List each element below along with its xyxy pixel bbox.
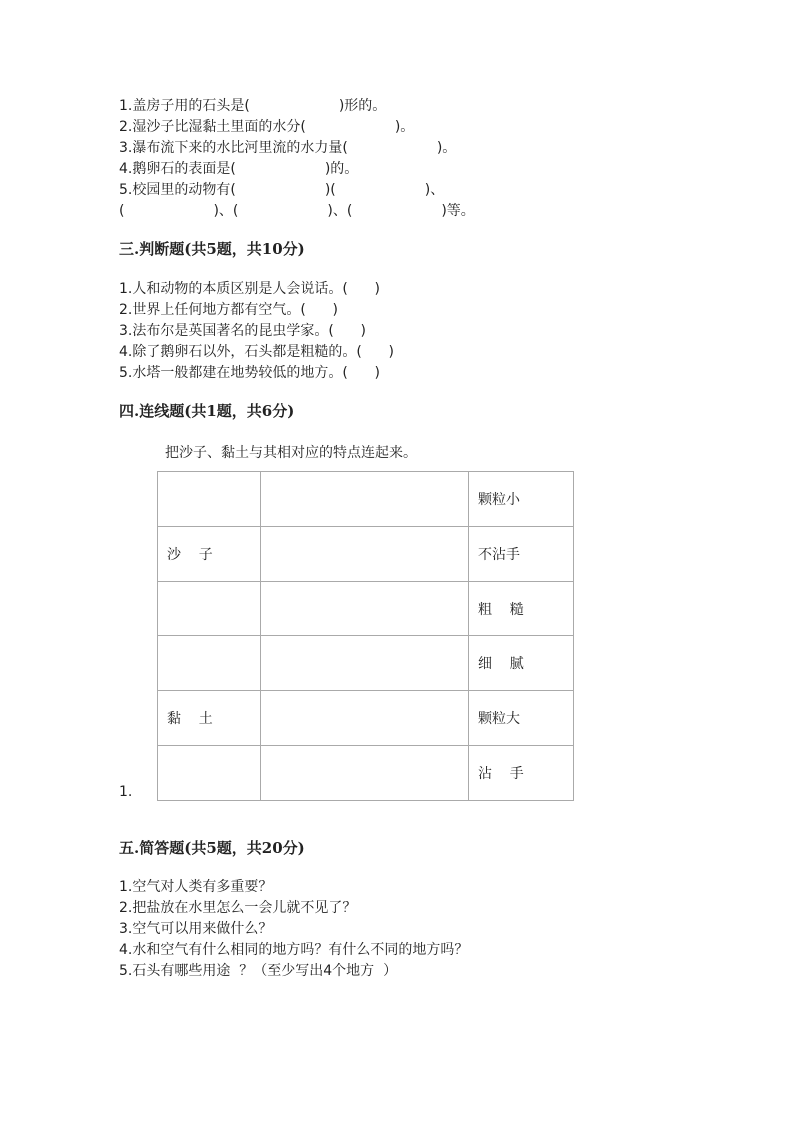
right-item-cell: 不沾手 bbox=[469, 526, 574, 581]
connect-area-cell bbox=[261, 526, 469, 581]
table-row bbox=[158, 636, 574, 691]
right-item-cell: 颗粒小 bbox=[469, 472, 574, 527]
fill-blank-item: 1.盖房子用的石头是( )形的。 bbox=[119, 98, 387, 114]
short-answer-item: 4.水和空气有什么相同的地方吗？有什么不同的地方吗？ bbox=[119, 942, 469, 958]
right-item-cell: 沾 手 bbox=[469, 746, 574, 801]
table-row bbox=[158, 581, 574, 636]
table-row bbox=[158, 691, 574, 746]
true-false-item: 1.人和动物的本质区别是人会说话。( ) bbox=[119, 281, 380, 297]
table-row bbox=[158, 472, 574, 527]
connect-area-cell bbox=[261, 746, 469, 801]
true-false-item: 2.世界上任何地方都有空气。( ) bbox=[119, 302, 338, 318]
left-item-cell bbox=[158, 581, 261, 636]
true-false-item: 4.除了鹅卵石以外，石头都是粗糙的。( ) bbox=[119, 344, 394, 360]
short-answer-item: 2.把盐放在水里怎么一会儿就不见了？ bbox=[119, 900, 357, 916]
connect-area-cell bbox=[261, 691, 469, 746]
section-title: 五.简答题(共5题，共20分) bbox=[119, 839, 305, 857]
table-row bbox=[158, 746, 574, 801]
true-false-item: 5.水塔一般都建在地势较低的地方。( ) bbox=[119, 365, 380, 381]
fill-blank-item: 3.瀑布流下来的水比河里流的水力量( )。 bbox=[119, 140, 457, 156]
right-item-cell: 粗 糙 bbox=[469, 581, 574, 636]
left-item-cell bbox=[158, 746, 261, 801]
fill-blank-item: 4.鹅卵石的表面是( )的。 bbox=[119, 161, 359, 177]
fill-blank-item: ( )、( )、( )等。 bbox=[119, 203, 475, 219]
connect-area-cell bbox=[261, 581, 469, 636]
fill-blank-item: 2.湿沙子比湿黏土里面的水分( )。 bbox=[119, 119, 415, 135]
matching-table bbox=[157, 471, 574, 801]
fill-blank-item: 5.校园里的动物有( )( )、 bbox=[119, 182, 445, 198]
left-item-cell: 沙 子 bbox=[158, 526, 261, 581]
table-row bbox=[158, 526, 574, 581]
right-item-cell: 颗粒大 bbox=[469, 691, 574, 746]
short-answer-item: 1.空气对人类有多重要？ bbox=[119, 879, 273, 895]
section-title: 四.连线题(共1题，共6分) bbox=[119, 402, 295, 420]
left-item-cell: 黏 土 bbox=[158, 691, 261, 746]
section-title: 三.判断题(共5题，共10分) bbox=[119, 240, 305, 258]
true-false-item: 3.法布尔是英国著名的昆虫学家。( ) bbox=[119, 323, 366, 339]
connect-area-cell bbox=[261, 472, 469, 527]
short-answer-item: 5.石头有哪些用途 ？（至少写出4个地方 ） bbox=[119, 963, 398, 979]
matching-instruction: 把沙子、黏土与其相对应的特点连起来。 bbox=[165, 445, 417, 461]
question-number: 1. bbox=[119, 784, 133, 800]
right-item-cell: 细 腻 bbox=[469, 636, 574, 691]
connect-area-cell bbox=[261, 636, 469, 691]
short-answer-item: 3.空气可以用来做什么？ bbox=[119, 921, 273, 937]
left-item-cell bbox=[158, 472, 261, 527]
left-item-cell bbox=[158, 636, 261, 691]
